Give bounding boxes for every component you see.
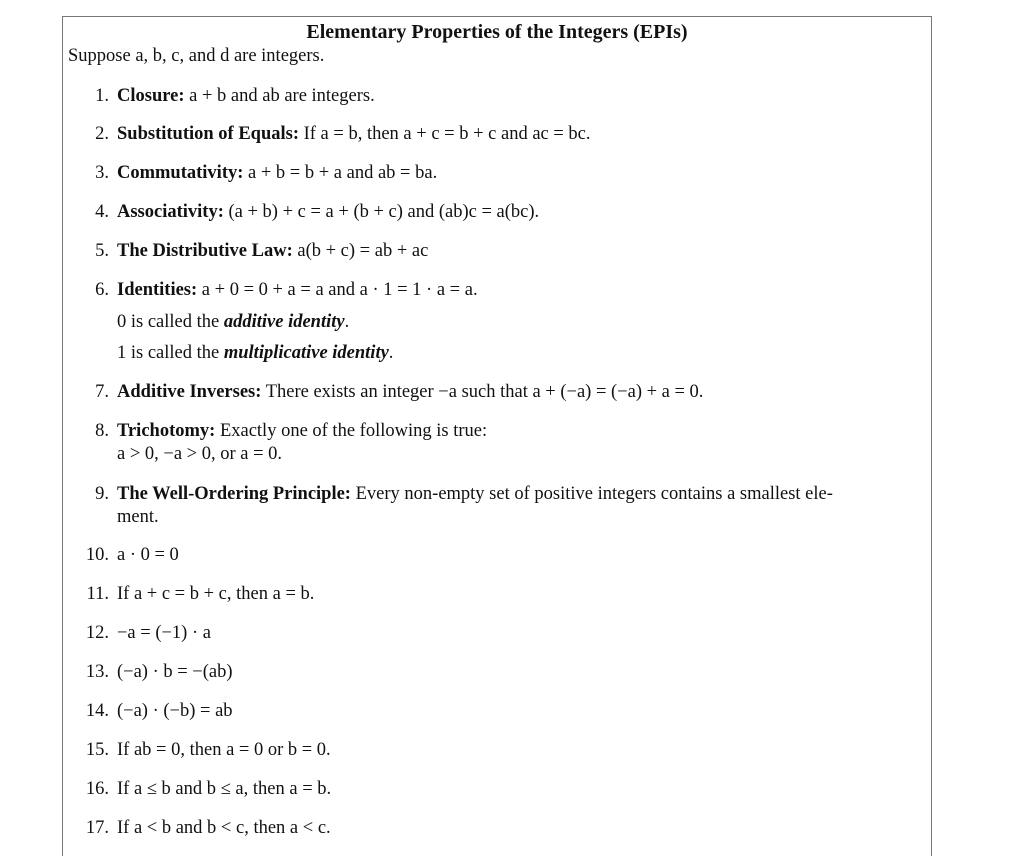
item-text: Every non-empty set of positive integers contains a smallest ele- [355, 484, 833, 504]
item-text: If a + c = b + c, then a = b. [117, 584, 315, 604]
item-number: 8. [95, 421, 109, 441]
term-multiplicative-identity: multiplicative identity [223, 343, 389, 363]
item-label: Associativity: [117, 202, 224, 222]
item-text: a + 0 = 0 + a = a and a · 1 = 1 · a = a. [201, 280, 478, 300]
item-text: a(b + c) = ab + ac [297, 241, 429, 261]
term-additive-identity: additive identity [223, 312, 345, 332]
item-text: If a < b and b < c, then a < c. [117, 818, 331, 838]
item-number: 9. [95, 484, 109, 504]
page-title: Elementary Properties of the Integers (EPIs) [306, 21, 688, 43]
item-label: Closure: [117, 86, 185, 106]
item-label: Substitution of Equals: [117, 124, 299, 144]
item-text: a + b = b + a and ab = ba. [248, 163, 438, 183]
item-number: 12. [85, 623, 109, 643]
item-text: If ab = 0, then a = 0 or b = 0. [117, 740, 331, 760]
identity-note-multiplicative: 1 is called the multiplicative identity. [117, 343, 394, 363]
item-text: Exactly one of the following is true: [219, 421, 488, 441]
item-text: If a = b, then a + c = b + c and ac = bc. [303, 124, 591, 144]
intro-text: Suppose a, b, c, and d are integers. [68, 46, 325, 66]
item-number: 10. [85, 545, 109, 565]
item-number: 2. [95, 124, 109, 144]
item-number: 15. [85, 740, 109, 760]
item-number: 16. [85, 779, 109, 799]
document-frame [62, 16, 932, 856]
item-number: 6. [95, 280, 109, 300]
item-number: 4. [95, 202, 109, 222]
item-text: a + b and ab are integers. [189, 86, 375, 106]
item-continuation: ment. [117, 507, 159, 527]
identity-note-additive: 0 is called the additive identity. [117, 312, 350, 332]
item-number: 14. [85, 701, 109, 721]
item-text: a · 0 = 0 [117, 545, 179, 565]
item-number: 11. [86, 584, 109, 604]
item-text: If a ≤ b and b ≤ a, then a = b. [117, 779, 332, 799]
item-text: (−a) · b = −(ab) [117, 662, 233, 682]
item-text: (−a) · (−b) = ab [117, 701, 233, 721]
item-text: There exists an integer −a such that a + (−a) = (−a) + a = 0. [265, 382, 704, 402]
item-text: −a = (−1) · a [117, 623, 211, 643]
item-label: The Distributive Law: [117, 241, 293, 261]
item-number: 1. [95, 86, 109, 106]
item-label: Commutativity: [117, 163, 244, 183]
item-number: 17. [85, 818, 109, 838]
item-label: The Well-Ordering Principle: [117, 484, 351, 504]
item-continuation: a > 0, −a > 0, or a = 0. [117, 444, 283, 464]
item-number: 7. [95, 382, 109, 402]
item-text: (a + b) + c = a + (b + c) and (ab)c = a(bc). [228, 202, 540, 222]
item-label: Additive Inverses: [117, 382, 262, 402]
item-number: 13. [85, 662, 109, 682]
item-number: 3. [95, 163, 109, 183]
item-number: 5. [95, 241, 109, 261]
item-label: Trichotomy: [117, 421, 216, 441]
item-label: Identities: [117, 280, 198, 300]
